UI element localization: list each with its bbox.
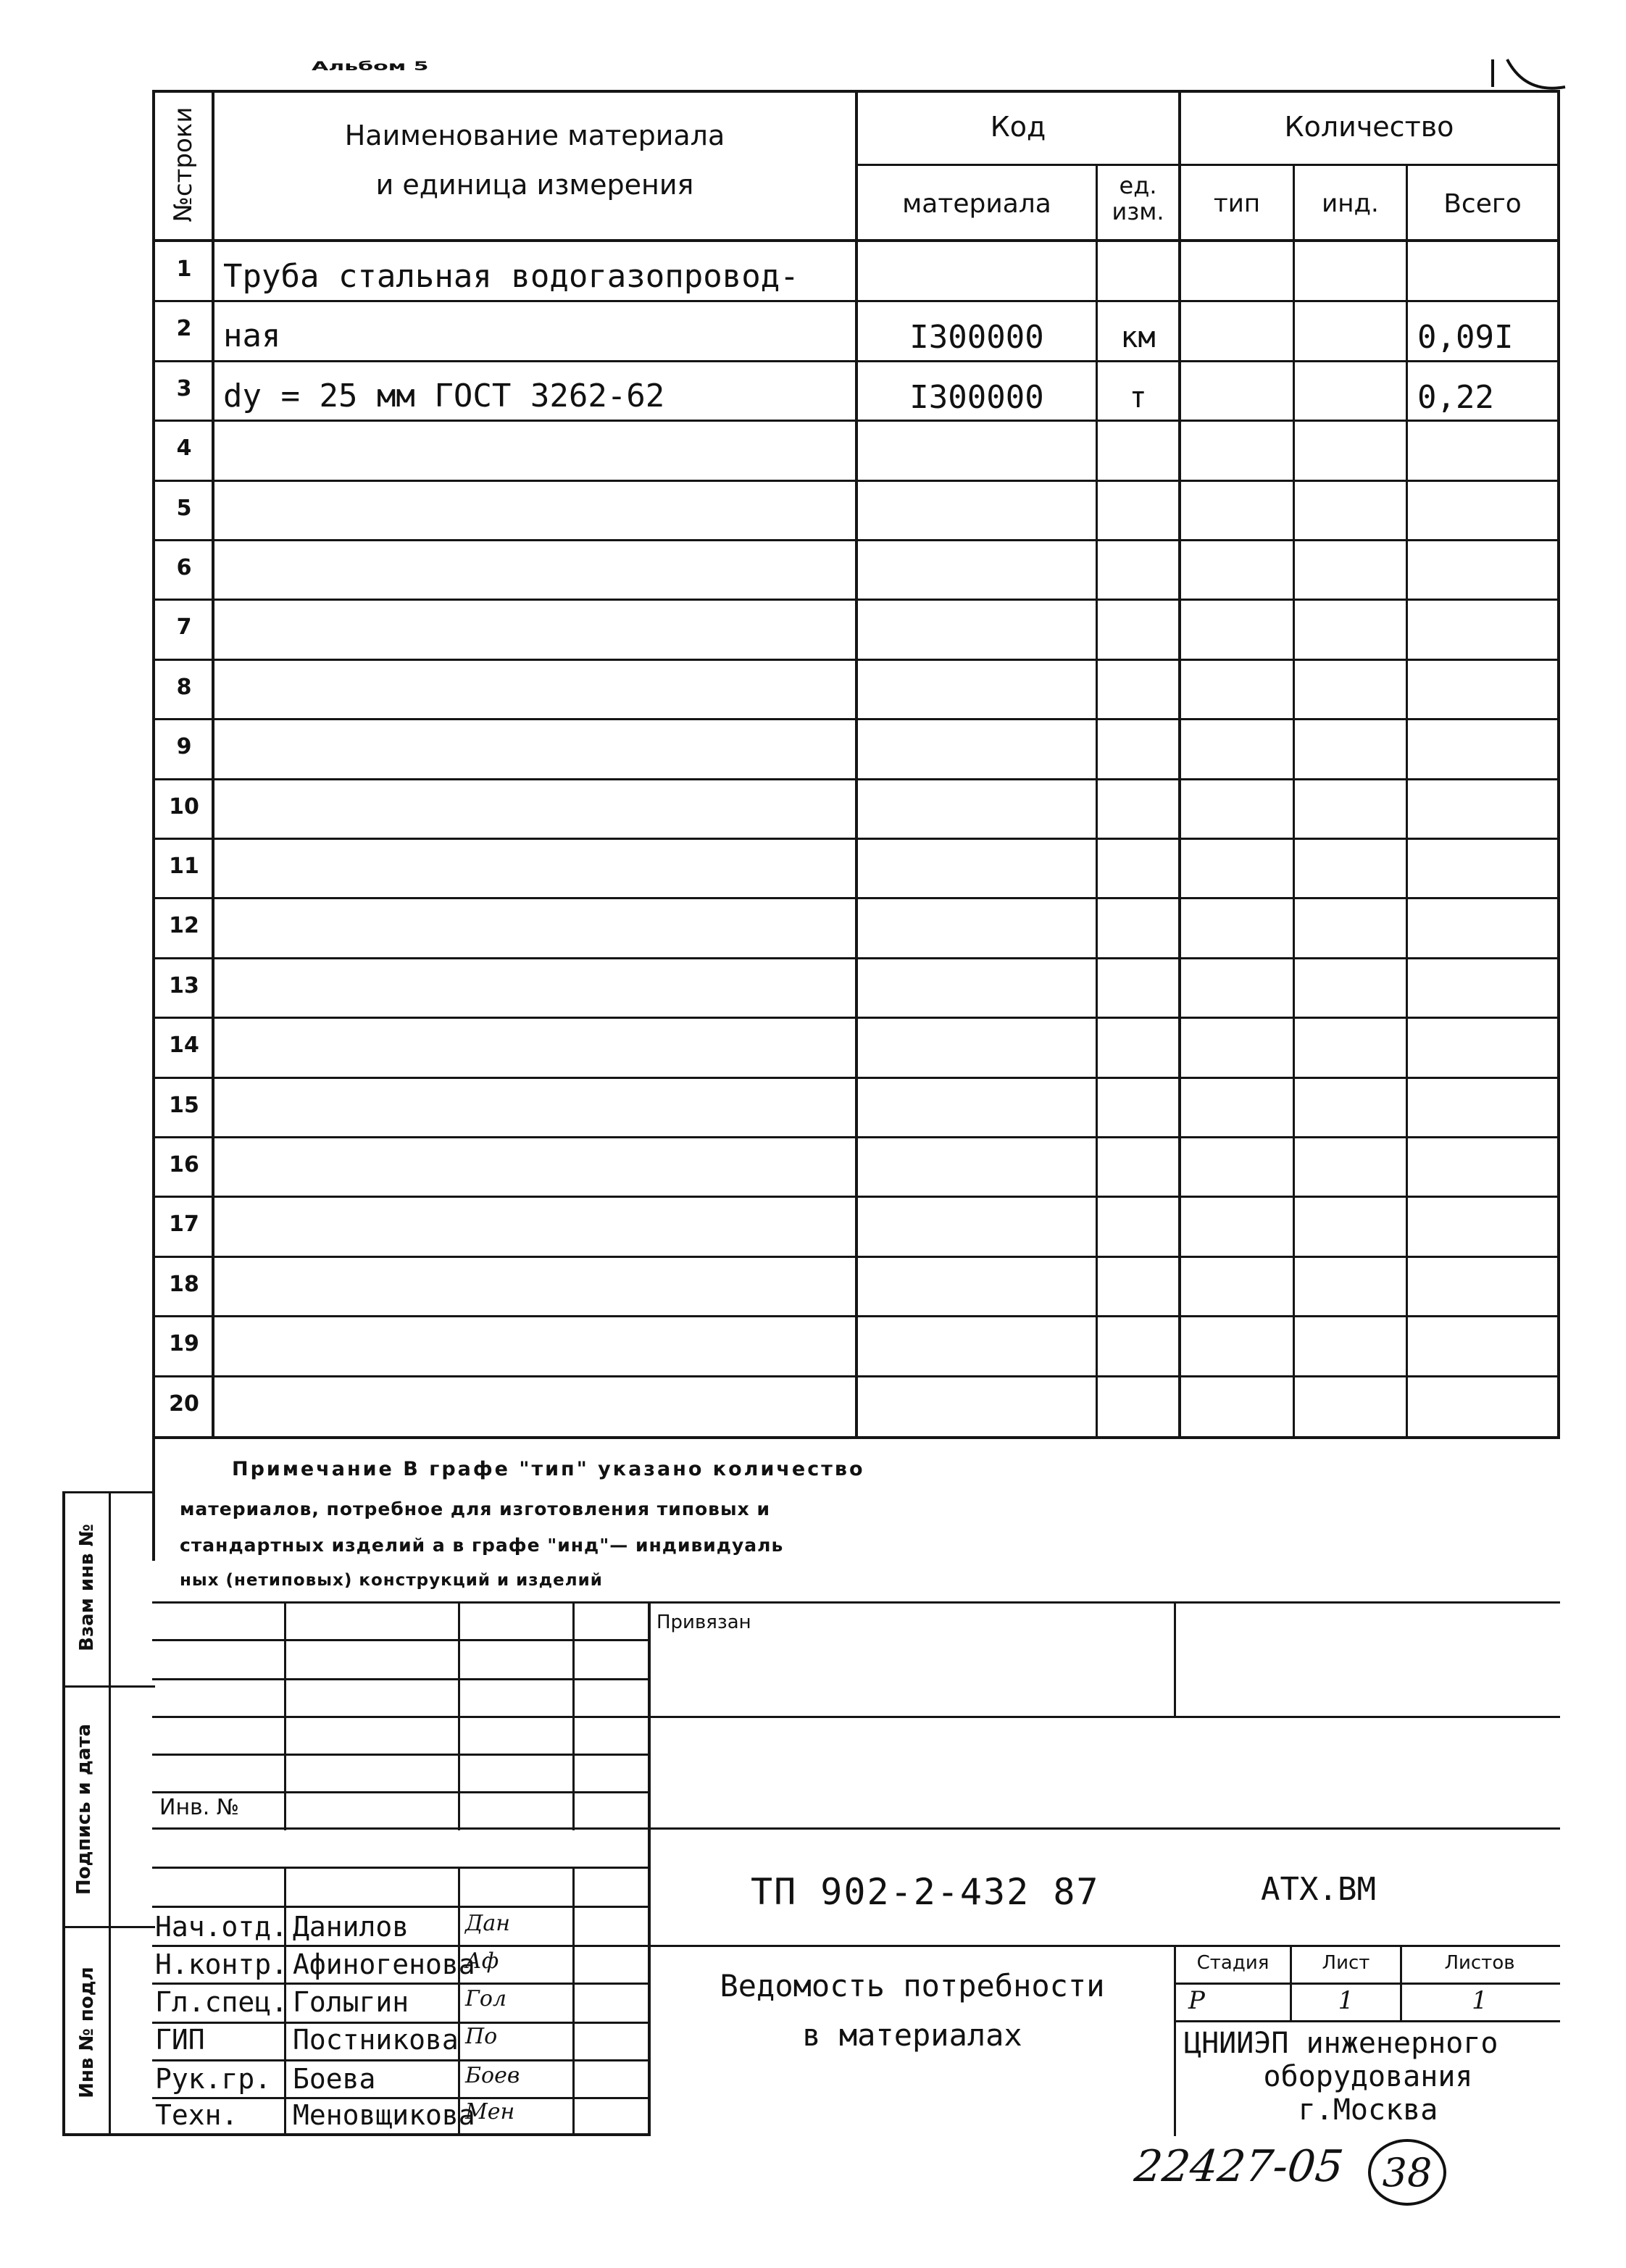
signature-name: Афиногенова [293, 1948, 475, 1980]
sheet-label: Лист [1322, 1952, 1370, 1974]
row-number: 15 [169, 1093, 199, 1118]
org-line3: г.Москва [1298, 2093, 1438, 2127]
signature-role: Рук.гр. [155, 2063, 272, 2095]
note-line2: материалов, потребное для изготовления типовых и [180, 1498, 770, 1519]
row-number: 14 [169, 1033, 199, 1058]
signature-name: Голыгин [293, 1986, 409, 2018]
header-code: Код [990, 111, 1046, 143]
signature-name: Боева [293, 2063, 376, 2095]
cell-total: 0,09I [1417, 319, 1514, 356]
row-number: 18 [169, 1272, 199, 1297]
stage-label: Стадия [1196, 1952, 1269, 1974]
org-line2: оборудования [1263, 2060, 1473, 2093]
row-number: 10 [169, 794, 199, 820]
row-number: 8 [176, 675, 192, 700]
inv-no-label: Инв. № [159, 1795, 240, 1820]
sheet-value: 1 [1338, 1986, 1354, 2015]
note-line1: Примечание В графе "тип" указано количество [232, 1458, 865, 1480]
doc-code: ТП 902-2-432 87 [751, 1871, 1100, 1913]
row-number: 12 [169, 913, 199, 938]
signature-role: Нач.отд. [155, 1911, 288, 1943]
row-number: 6 [176, 555, 192, 580]
row-number: 13 [169, 973, 199, 998]
header-unit-line1: ед. [1119, 172, 1157, 199]
header-name-line1: Наименование материала [344, 120, 725, 151]
side-label-podpis: Подпись и дата [73, 1723, 95, 1896]
row-number: 19 [169, 1331, 199, 1356]
cell-unit: км [1120, 321, 1156, 354]
row-number: 2 [176, 316, 192, 341]
header-name-line2: и единица измерения [375, 169, 694, 201]
row-number: 17 [169, 1212, 199, 1237]
cell-unit: т [1129, 381, 1147, 414]
row-number: 3 [176, 376, 192, 401]
row-number: 9 [176, 734, 192, 759]
cell-name: ная [223, 317, 281, 354]
signature-sign: Мен [465, 2099, 515, 2125]
signature-role: Гл.спец. [155, 1986, 288, 2018]
archive-number: 22427-05 [1132, 2141, 1346, 2192]
cell-code: I300000 [909, 319, 1044, 356]
page-number: 38 [1382, 2150, 1433, 2196]
sheets-value: 1 [1472, 1986, 1488, 2015]
header-quantity: Количество [1284, 111, 1454, 143]
header-code-material: материала [902, 189, 1051, 219]
signature-sign: Дан [465, 1911, 511, 1936]
signature-role: ГИП [155, 2024, 205, 2056]
side-label-vzam: Взам инв № [76, 1524, 98, 1651]
header-row-no: №строки [169, 107, 198, 222]
row-number: 5 [176, 496, 192, 521]
doc-title-line1: Ведомость потребности [720, 1968, 1105, 2004]
signature-name: Меновщикова [293, 2099, 475, 2131]
cell-name: Труба стальная водогазопровод- [223, 258, 799, 295]
signature-sign: Гол [465, 1986, 507, 2011]
signature-sign: Боев [465, 2063, 520, 2088]
signature-name: Данилов [293, 1911, 409, 1943]
privyazan-label: Привязан [656, 1612, 751, 1633]
signature-sign: По [465, 2024, 498, 2049]
header-qty-type: тип [1213, 189, 1261, 218]
header-qty-ind: инд. [1322, 189, 1379, 218]
header-qty-total: Всего [1443, 189, 1522, 219]
row-number: 16 [169, 1152, 199, 1177]
cell-name: dy = 25 мм ГОСТ 3262-62 [223, 378, 665, 414]
side-label-inv-podl: Инв № подл [76, 1967, 98, 2098]
cell-code: I300000 [909, 379, 1044, 416]
row-number: 4 [176, 435, 192, 461]
org-line1: ЦНИИЭП инженерного [1184, 2027, 1498, 2060]
cell-total: 0,22 [1417, 379, 1494, 416]
doc-mark: АТХ.ВМ [1261, 1871, 1376, 1908]
row-number: 7 [176, 614, 192, 640]
header-unit-line2: изм. [1112, 198, 1164, 225]
signature-name: Постникова [293, 2024, 459, 2056]
row-number: 1 [176, 257, 192, 282]
doc-title-line2: в материалах [802, 2017, 1022, 2053]
top-fragment: Альбом 5 [312, 59, 429, 74]
signature-role: Н.контр. [155, 1948, 288, 1980]
note-line4: ных (нетиповых) конструкций и изделий [180, 1571, 603, 1590]
signature-sign: Аф [465, 1948, 499, 1974]
row-number: 20 [169, 1391, 199, 1417]
row-number: 11 [169, 854, 199, 879]
stage-value: Р [1188, 1986, 1205, 2015]
sheets-label: Листов [1444, 1952, 1515, 1974]
note-line3: стандартных изделий а в графе "инд"— индивидуаль [180, 1535, 784, 1556]
signature-role: Техн. [155, 2099, 238, 2131]
